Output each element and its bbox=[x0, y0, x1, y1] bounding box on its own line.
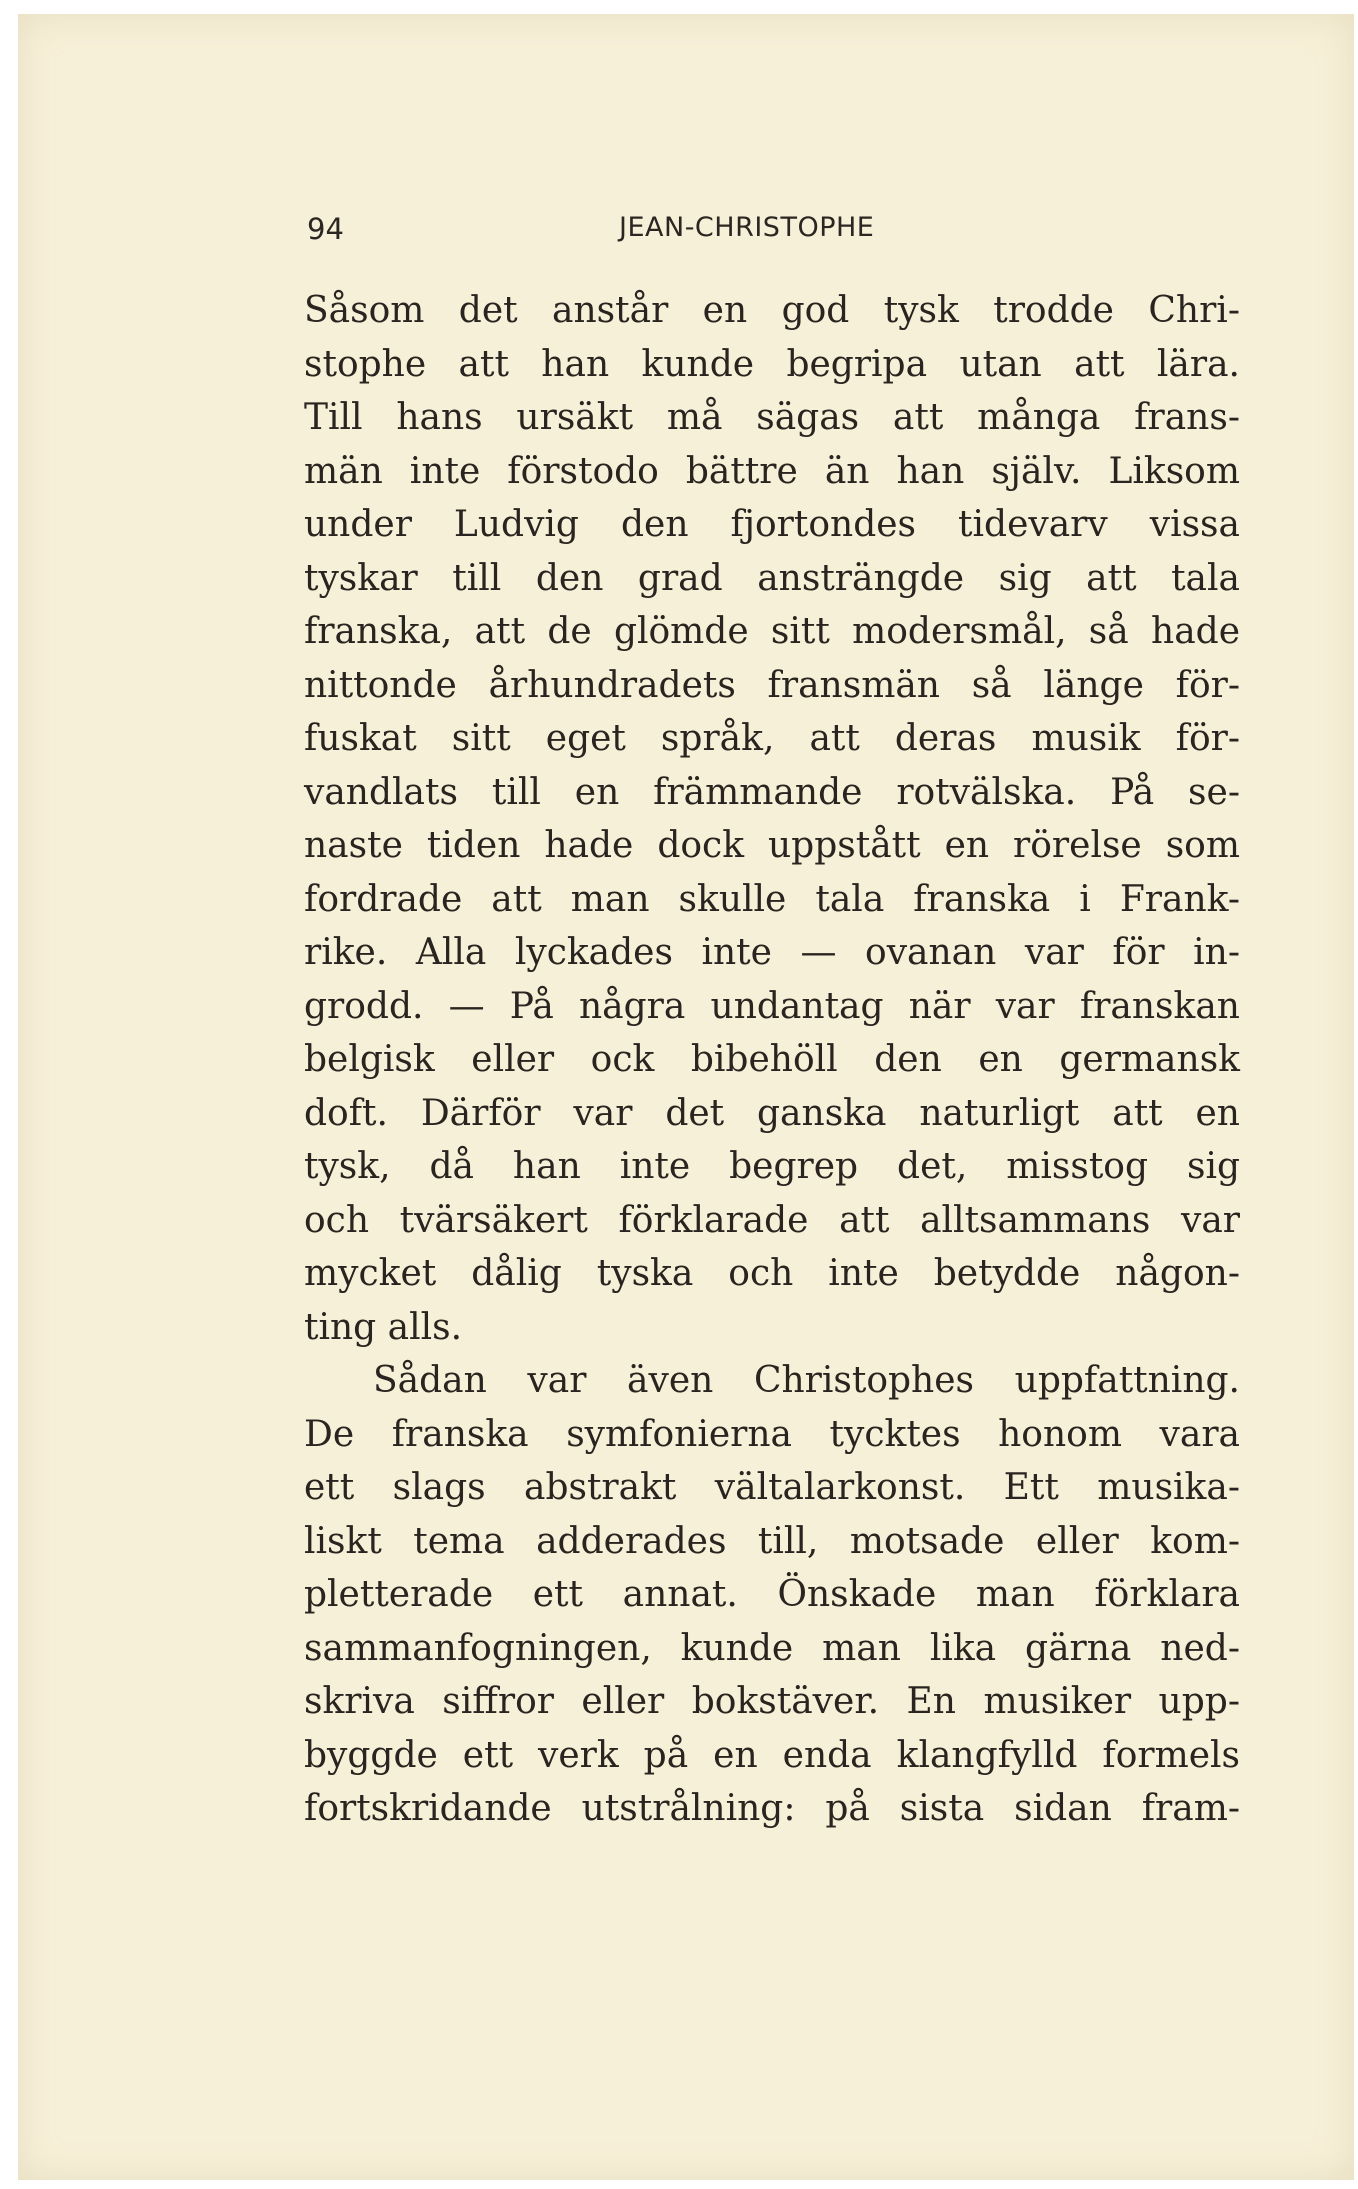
text-line: nittonde århundradets fransmän så länge för- bbox=[304, 664, 1240, 706]
text-line: sammanfogningen, kunde man lika gärna ned- bbox=[304, 1627, 1240, 1669]
text-line: fordrade att man skulle tala franska i Frank- bbox=[304, 878, 1240, 920]
text-line: ett slags abstrakt vältalarkonst. Ett musika- bbox=[304, 1467, 1240, 1508]
paragraph-end-line: ting alls. bbox=[304, 1306, 463, 1348]
text-line: liskt tema adderades till, motsade eller kom- bbox=[304, 1520, 1240, 1562]
text-line: tysk, då han inte begrep det, misstog sig bbox=[304, 1146, 1240, 1187]
text-line: Såsom det anstår en god tysk trodde Chri- bbox=[304, 290, 1240, 331]
text-line: fuskat sitt eget språk, att deras musik för- bbox=[304, 718, 1240, 759]
text-line: skriva siffror eller bokstäver. En musiker upp- bbox=[304, 1681, 1240, 1722]
text-line: under Ludvig den fjortondes tidevarv vissa bbox=[304, 504, 1240, 545]
text-line: vandlats till en främmande rotvälska. På se- bbox=[304, 771, 1240, 813]
body-text bbox=[304, 284, 1240, 1836]
text-line: tyskar till den grad ansträngde sig att tala bbox=[304, 557, 1240, 599]
text-line: franska, att de glömde sitt modersmål, så hade bbox=[304, 611, 1240, 652]
text-line: mycket dålig tyska och inte betydde någon- bbox=[304, 1253, 1240, 1294]
paragraph-start-line: Sådan var även Christophes uppfattning. bbox=[373, 1360, 1240, 1401]
text-line: fortskridande utstrålning: på sista sidan fram- bbox=[304, 1788, 1240, 1829]
text-line: och tvärsäkert förklarade att alltsammans var bbox=[304, 1199, 1240, 1241]
text-line: män inte förstodo bättre än han själv. Liksom bbox=[304, 450, 1240, 492]
text-line: stophe att han kunde begripa utan att lära. bbox=[304, 343, 1240, 385]
text-line: naste tiden hade dock uppstått en rörelse som bbox=[304, 825, 1240, 866]
text-line: rike. Alla lyckades inte — ovanan var för in- bbox=[304, 932, 1240, 973]
text-line: pletterade ett annat. Önskade man förklara bbox=[304, 1574, 1240, 1615]
text-line: belgisk eller ock bibehöll den en germansk bbox=[304, 1039, 1240, 1080]
text-line: De franska symfonierna tycktes honom vara bbox=[304, 1413, 1240, 1455]
text-line: doft. Därför var det ganska naturligt att en bbox=[304, 1092, 1240, 1134]
text-line: Till hans ursäkt må sägas att många frans- bbox=[304, 397, 1240, 438]
running-head: JEAN-CHRISTOPHE bbox=[619, 212, 875, 243]
text-line: byggde ett verk på en enda klangfylld formels bbox=[304, 1734, 1240, 1776]
page-number: 94 bbox=[307, 212, 344, 246]
page-header bbox=[307, 212, 1237, 262]
text-line: grodd. — På några undantag när var franskan bbox=[304, 985, 1240, 1027]
